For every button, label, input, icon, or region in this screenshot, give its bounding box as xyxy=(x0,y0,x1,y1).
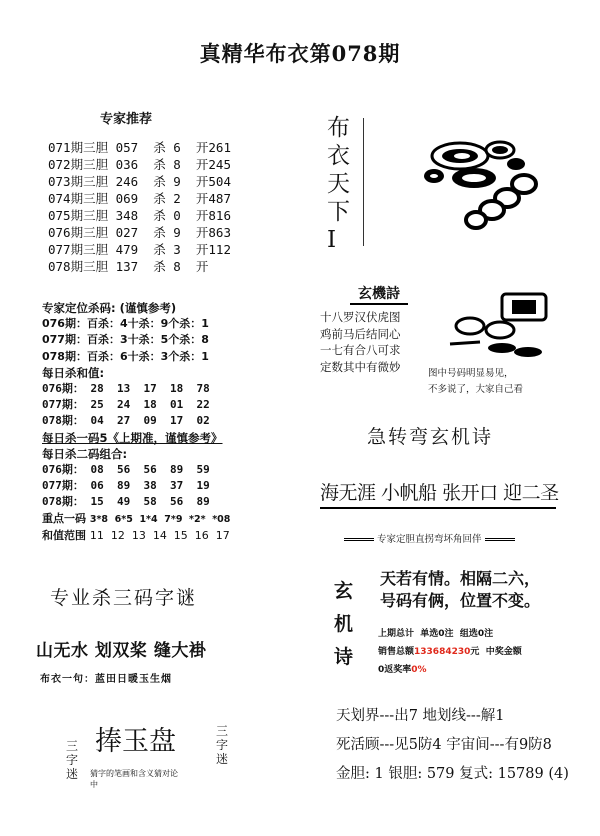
kill-digit: 8 xyxy=(173,157,181,172)
open-label: 开 xyxy=(195,242,209,257)
sum-range-values: 11 12 13 14 15 16 17 xyxy=(89,528,230,542)
expert-row xyxy=(48,258,231,275)
sales-amount: 133684230 xyxy=(414,647,471,657)
sum-row: 077期： 25 24 18 01 22 xyxy=(42,398,210,412)
sales-stats xyxy=(378,625,522,679)
xuanji-line: 十八罗汉伏虎图 xyxy=(320,310,401,324)
note-line: 图中号码明显易见， xyxy=(428,368,514,379)
guide-line xyxy=(344,531,515,545)
xjs-char: 玄 xyxy=(334,580,354,602)
xuanji-lines xyxy=(320,309,430,375)
open-label: 开 xyxy=(195,191,209,206)
xjs-poem xyxy=(380,568,540,612)
open-label: 开 xyxy=(195,140,209,155)
open-number: 863 xyxy=(208,225,231,240)
expert-period: 078期三胆 xyxy=(48,259,109,274)
expert-digits: 246 xyxy=(115,174,139,189)
side-char: 字 xyxy=(216,738,229,752)
bottom-clues xyxy=(336,702,569,789)
open-label: 开 xyxy=(195,174,209,189)
riddle-phrases: 山无水 划双桨 缝大褂 xyxy=(36,641,207,661)
two-code-header: 每日杀二码组合: xyxy=(42,446,128,461)
expert-digits: 479 xyxy=(115,242,139,257)
guide-rule-right xyxy=(485,538,515,541)
expert-period: 072期三胆 xyxy=(48,157,109,172)
riddle-hint: 猜字的笔画和含义猜对论中 xyxy=(90,769,178,789)
expert-digits: 137 xyxy=(115,259,139,274)
key-code-values: 3*8 6*5 1*4 7*9 *2* *08 xyxy=(89,513,231,525)
expert-digits: 069 xyxy=(115,191,139,206)
expert-digits: 348 xyxy=(115,208,139,223)
stats-row xyxy=(378,661,522,679)
xjs-char: 机 xyxy=(334,613,354,635)
kill-pos-row: 077期：百杀：3十杀：5个杀：8 xyxy=(42,333,209,347)
underline-rule xyxy=(320,507,556,509)
expert-period: 077期三胆 xyxy=(48,242,109,257)
expert-list xyxy=(48,139,231,275)
stat-value: 组选0注 xyxy=(459,629,494,639)
kill-label: 杀 xyxy=(153,225,166,240)
buyi-char: 天 xyxy=(327,171,350,197)
open-label: 开 xyxy=(195,225,209,240)
expert-period: 076期三胆 xyxy=(48,225,109,240)
two-code-row: 076期： 08 56 56 89 59 xyxy=(42,463,210,477)
kill-section xyxy=(42,300,230,544)
expert-row xyxy=(48,207,231,224)
riddle-center-word: 捧玉盘 xyxy=(95,726,176,757)
note-text xyxy=(428,366,523,398)
return-rate: 0% xyxy=(411,665,427,675)
kill-label: 杀 xyxy=(153,242,166,257)
stat-label: 销售总额 xyxy=(378,647,415,657)
stat-label: 0返奖率 xyxy=(378,665,412,675)
kill-digit: 2 xyxy=(173,191,181,206)
kill-label: 杀 xyxy=(153,208,166,223)
expert-row xyxy=(48,173,231,190)
buyi-char: I xyxy=(327,227,337,253)
expert-period: 075期三胆 xyxy=(48,208,109,223)
xjs-line: 号码有俩，位置不变。 xyxy=(380,591,541,610)
clue-line: 死活顾---见5防4 宇宙间---有9防8 xyxy=(336,737,552,753)
clue-line: 天划界---出7 地划线---解1 xyxy=(336,708,505,724)
key-code-label: 重点一码 xyxy=(42,511,86,525)
kill-label: 杀 xyxy=(153,259,166,274)
expert-row xyxy=(48,156,231,173)
expert-digits: 027 xyxy=(115,225,139,240)
riddle-tagline: 布衣一句：蓝田日暖玉生烟 xyxy=(40,674,172,685)
xuanji-poem xyxy=(320,283,430,375)
stats-row xyxy=(378,643,522,661)
key-code-row xyxy=(42,511,230,528)
stat-unit: 元 xyxy=(470,647,480,657)
buyi-char: 下 xyxy=(327,199,350,225)
open-number: 261 xyxy=(208,140,231,155)
kill-digit: 6 xyxy=(173,140,181,155)
expert-row xyxy=(48,241,231,258)
divider-line xyxy=(363,118,364,246)
buyi-char: 衣 xyxy=(327,143,350,169)
open-label: 开 xyxy=(195,157,209,172)
kill-digit: 8 xyxy=(173,259,181,274)
one-code-header: 每日杀一码5《上期准，谨慎参考》 xyxy=(42,430,223,445)
kill-digit: 9 xyxy=(173,174,181,189)
open-label: 开 xyxy=(195,208,209,223)
page-title: 真精华布衣第078期 xyxy=(199,41,401,66)
turn-poem-title: 急转弯玄机诗 xyxy=(367,426,494,448)
sum-row: 076期： 28 13 17 18 78 xyxy=(42,382,210,396)
xuanji-line: 一七有合八可求 xyxy=(320,343,401,357)
sum-header: 每日杀和值: xyxy=(42,365,105,380)
kill-digit: 9 xyxy=(173,225,181,240)
stat-label: 中奖金额 xyxy=(485,647,522,657)
kill-label: 杀 xyxy=(153,140,166,155)
expert-row xyxy=(48,190,231,207)
stat-label: 上期总计 xyxy=(378,629,415,639)
kill-label: 杀 xyxy=(153,174,166,189)
side-char: 迷 xyxy=(216,752,229,766)
expert-period: 071期三胆 xyxy=(48,140,109,155)
two-code-row: 077期： 06 89 38 37 19 xyxy=(42,479,210,493)
kill-header: 专家定位杀码: (谨慎参考) xyxy=(42,301,177,315)
guide-text: 专家定胆直拐弯坏角回伴 xyxy=(377,534,482,545)
two-code-row: 078期： 15 49 58 56 89 xyxy=(42,495,210,509)
open-label: 开 xyxy=(195,259,209,274)
buyi-char: 布 xyxy=(327,115,350,141)
kill-pos-row: 076期：百杀：4十杀：9个杀：1 xyxy=(42,317,209,331)
riddle-side-right xyxy=(216,724,230,766)
open-number: 245 xyxy=(208,157,231,172)
expert-digits: 057 xyxy=(115,140,139,155)
expert-row xyxy=(48,224,231,241)
xuanji-line: 鸡前马后结同心 xyxy=(320,326,401,341)
riddle-side-left xyxy=(66,739,80,781)
kill-digit: 0 xyxy=(173,208,181,223)
sum-range-row xyxy=(42,528,230,544)
side-char: 三 xyxy=(66,739,79,753)
xjs-line: 天若有情。相隔二六， xyxy=(380,569,541,588)
expert-digits: 036 xyxy=(115,157,139,172)
guide-rule-left xyxy=(344,538,374,541)
side-char: 三 xyxy=(216,724,229,738)
open-number: 504 xyxy=(208,174,231,189)
sum-row: 078期： 04 27 09 17 02 xyxy=(42,414,210,428)
kill-pos-row: 078期：百杀：6十杀：3个杀：1 xyxy=(42,349,209,363)
open-number: 487 xyxy=(208,191,231,206)
open-number: 112 xyxy=(208,242,231,257)
side-char: 字 xyxy=(66,753,79,767)
xjs-char: 诗 xyxy=(334,646,354,668)
expert-period: 074期三胆 xyxy=(48,191,109,206)
clue-line: 金胆: 1 银胆: 579 复式: 15789 (4) xyxy=(336,766,569,782)
sum-range-label: 和值范围 xyxy=(42,528,86,542)
riddle-header: 专业杀三码字谜 xyxy=(50,587,198,609)
open-number: 816 xyxy=(208,208,231,223)
stat-value: 单选0注 xyxy=(420,629,454,639)
buyi-vertical-title xyxy=(327,114,353,254)
turn-poem-phrase xyxy=(320,478,559,509)
phone-glasses-doodle xyxy=(440,292,560,364)
coin-beads-illustration xyxy=(412,128,562,238)
turn-poem-text: 海无涯 小帆船 张开口 迎二圣 xyxy=(320,482,559,504)
stats-row xyxy=(378,625,522,643)
expert-header: 专家推荐 xyxy=(100,112,153,127)
xuanji-shi-label xyxy=(334,575,356,674)
expert-period: 073期三胆 xyxy=(48,174,109,189)
kill-label: 杀 xyxy=(153,191,166,206)
note-line: 不多说了，大家自己看 xyxy=(428,384,524,395)
side-char: 迷 xyxy=(66,767,79,781)
expert-row xyxy=(48,139,231,156)
xuanji-title: 玄機詩 xyxy=(350,283,408,305)
kill-digit: 3 xyxy=(173,242,181,257)
kill-label: 杀 xyxy=(153,157,166,172)
xuanji-line: 定数其中有微妙 xyxy=(320,359,401,374)
